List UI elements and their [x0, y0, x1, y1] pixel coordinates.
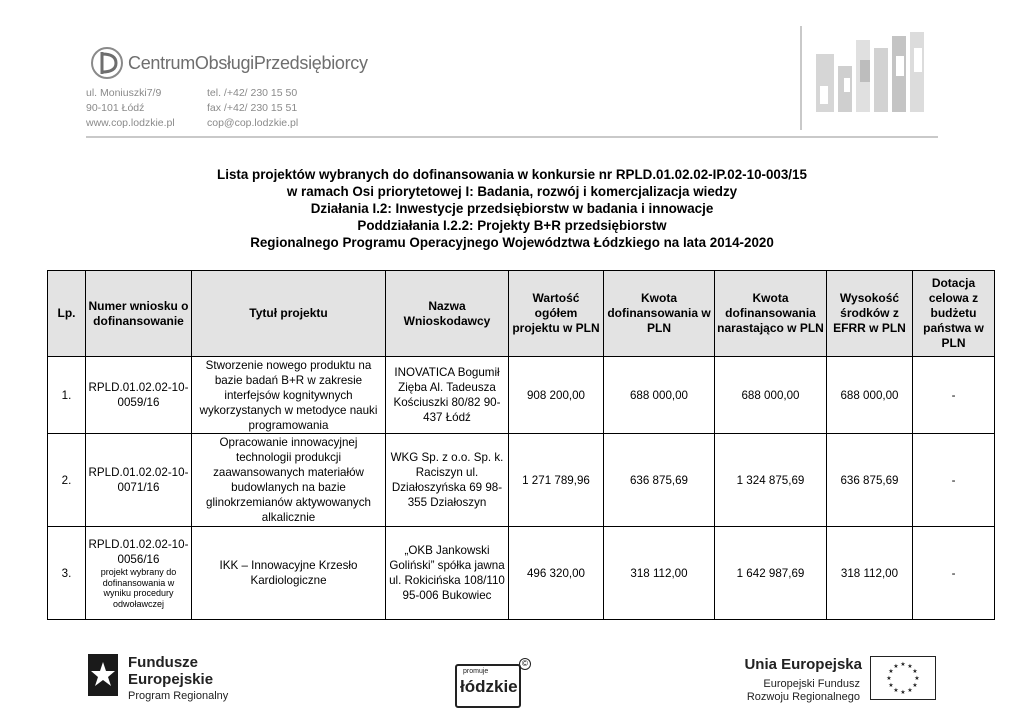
website-link[interactable]: www.cop.lodzkie.pl: [86, 117, 175, 129]
email-link[interactable]: cop@cop.lodzkie.pl: [207, 117, 299, 129]
document-title: [150, 166, 874, 251]
copyright-icon: ©: [519, 658, 531, 670]
phone-number: tel. /+42/ 230 15 50: [207, 87, 298, 99]
promuje-big-text: łódzkie: [460, 677, 518, 696]
numer-text: RPLD.01.02.02-10-0059/16: [88, 381, 189, 409]
header-efrr: Wysokość środków z EFRR w PLN: [827, 271, 913, 357]
cop-logo-icon: [90, 46, 124, 80]
svg-text:★: ★: [893, 687, 899, 694]
cell-numer: [86, 357, 192, 434]
table-row: [48, 434, 995, 527]
header-kwota: Kwota dofinansowania w PLN: [604, 271, 715, 357]
svg-text:★: ★: [900, 661, 906, 668]
header-decorative-graphic: [800, 26, 940, 130]
table-header-row: [48, 271, 995, 357]
header-tytul: Tytuł projektu: [192, 271, 386, 357]
fe-line-1: Fundusze: [128, 654, 198, 671]
fe-line-3: Program Regionalny: [128, 690, 229, 702]
cell-efrr: 636 875,69: [827, 434, 913, 527]
appeal-note: projekt wybrany do dofinansowania w wyniku procedury odwoławczej: [100, 567, 177, 609]
svg-text:★: ★: [912, 682, 918, 689]
cell-lp: 2.: [48, 434, 86, 527]
cell-kwota: 636 875,69: [604, 434, 715, 527]
cop-logo: [90, 46, 368, 82]
cell-dotacja: -: [913, 357, 995, 434]
cell-lp: 3.: [48, 527, 86, 620]
cop-logo-text: CentrumObsługiPrzedsiębiorcy: [128, 53, 368, 73]
table-row: [48, 527, 995, 620]
cell-numer: [86, 527, 192, 620]
fe-star-icon: [84, 650, 124, 700]
cell-nazwa: „OKB Jankowski Goliński” spółka jawna ul. Rokicińska 108/110 95-006 Bukowiec: [386, 527, 509, 620]
header-narastajaco: Kwota dofinansowania narastająco w PLN: [715, 271, 827, 357]
cell-wartosc: 1 271 789,96: [509, 434, 604, 527]
header-lp: Lp.: [48, 271, 86, 357]
cell-wartosc: 496 320,00: [509, 527, 604, 620]
header-divider: [86, 136, 938, 138]
cell-numer: [86, 434, 192, 527]
svg-text:★: ★: [886, 675, 892, 682]
cell-lp: 1.: [48, 357, 86, 434]
cell-kwota: 688 000,00: [604, 357, 715, 434]
svg-text:★: ★: [907, 687, 913, 694]
eu-sub-1: Europejski Fundusz: [763, 678, 860, 690]
contact-block: [207, 86, 298, 131]
svg-text:★: ★: [914, 675, 920, 682]
svg-text:★: ★: [888, 682, 894, 689]
address-city: 90-101 Łódź: [86, 102, 145, 114]
title-line-5: Regionalnego Programu Operacyjnego Województwa Łódzkiego na lata 2014-2020: [250, 235, 774, 250]
cell-tytul: Stworzenie nowego produktu na bazie badań B+R w zakresie interfejsów kognitywnych wykorzystanych w metodyce nauki programowania: [192, 357, 386, 434]
eu-flag-icon: [870, 656, 936, 700]
cell-dotacja: -: [913, 527, 995, 620]
cell-narastajaco: 688 000,00: [715, 357, 827, 434]
promuje-small-text: promuje: [463, 668, 489, 675]
cell-nazwa: WKG Sp. z o.o. Sp. k. Raciszyn ul. Działoszyńska 69 98-355 Działoszyn: [386, 434, 509, 527]
table-row: [48, 357, 995, 434]
title-line-1: Lista projektów wybranych do dofinansowania w konkursie nr RPLD.01.02.02-IP.02-10-003/15: [217, 167, 807, 182]
cell-nazwa: INOVATICA Bogumił Zięba Al. Tadeusza Kościuszki 80/82 90-437 Łódź: [386, 357, 509, 434]
eu-title: Unia Europejska: [744, 656, 862, 673]
svg-text:★: ★: [893, 663, 899, 670]
title-line-2: w ramach Osi priorytetowej I: Badania, rozwój i komercjalizacja wiedzy: [286, 184, 738, 199]
address-block: [86, 86, 175, 131]
cell-tytul: Opracowanie innowacyjnej technologii produkcji zaawansowanych materiałów budowlanych na bazie glinokrzemianów aktywowanych alkalicznie: [192, 434, 386, 527]
svg-text:★: ★: [888, 668, 894, 675]
svg-text:★: ★: [912, 668, 918, 675]
title-line-4: Poddziałania I.2.2: Projekty B+R przedsiębiorstw: [357, 218, 667, 233]
header-wartosc: Wartość ogółem projektu w PLN: [509, 271, 604, 357]
cell-tytul: IKK – Innowacyjne Krzesło Kardiologiczne: [192, 527, 386, 620]
eu-sub-2: Rozwoju Regionalnego: [746, 691, 860, 703]
fax-number: fax /+42/ 230 15 51: [207, 102, 298, 114]
svg-text:★: ★: [907, 663, 913, 670]
svg-text:★: ★: [900, 689, 906, 696]
fe-line-2: Europejskie: [128, 671, 214, 688]
numer-text: RPLD.01.02.02-10-0071/16: [88, 466, 189, 494]
cell-kwota: 318 112,00: [604, 527, 715, 620]
title-line-3: Działania I.2: Inwestycje przedsiębiorstw w badania i innowacje: [310, 201, 714, 216]
numer-text: RPLD.01.02.02-10-0056/16: [88, 538, 189, 566]
cell-efrr: 318 112,00: [827, 527, 913, 620]
cell-efrr: 688 000,00: [827, 357, 913, 434]
cell-narastajaco: 1 642 987,69: [715, 527, 827, 620]
projects-table: [47, 270, 995, 620]
cell-narastajaco: 1 324 875,69: [715, 434, 827, 527]
header-nazwa: Nazwa Wnioskodawcy: [386, 271, 509, 357]
header-numer: Numer wniosku o dofinansowanie: [86, 271, 192, 357]
header-dotacja: Dotacja celowa z budżetu państwa w PLN: [913, 271, 995, 357]
cell-dotacja: -: [913, 434, 995, 527]
cell-wartosc: 908 200,00: [509, 357, 604, 434]
address-street: ul. Moniuszki7/9: [86, 87, 162, 99]
